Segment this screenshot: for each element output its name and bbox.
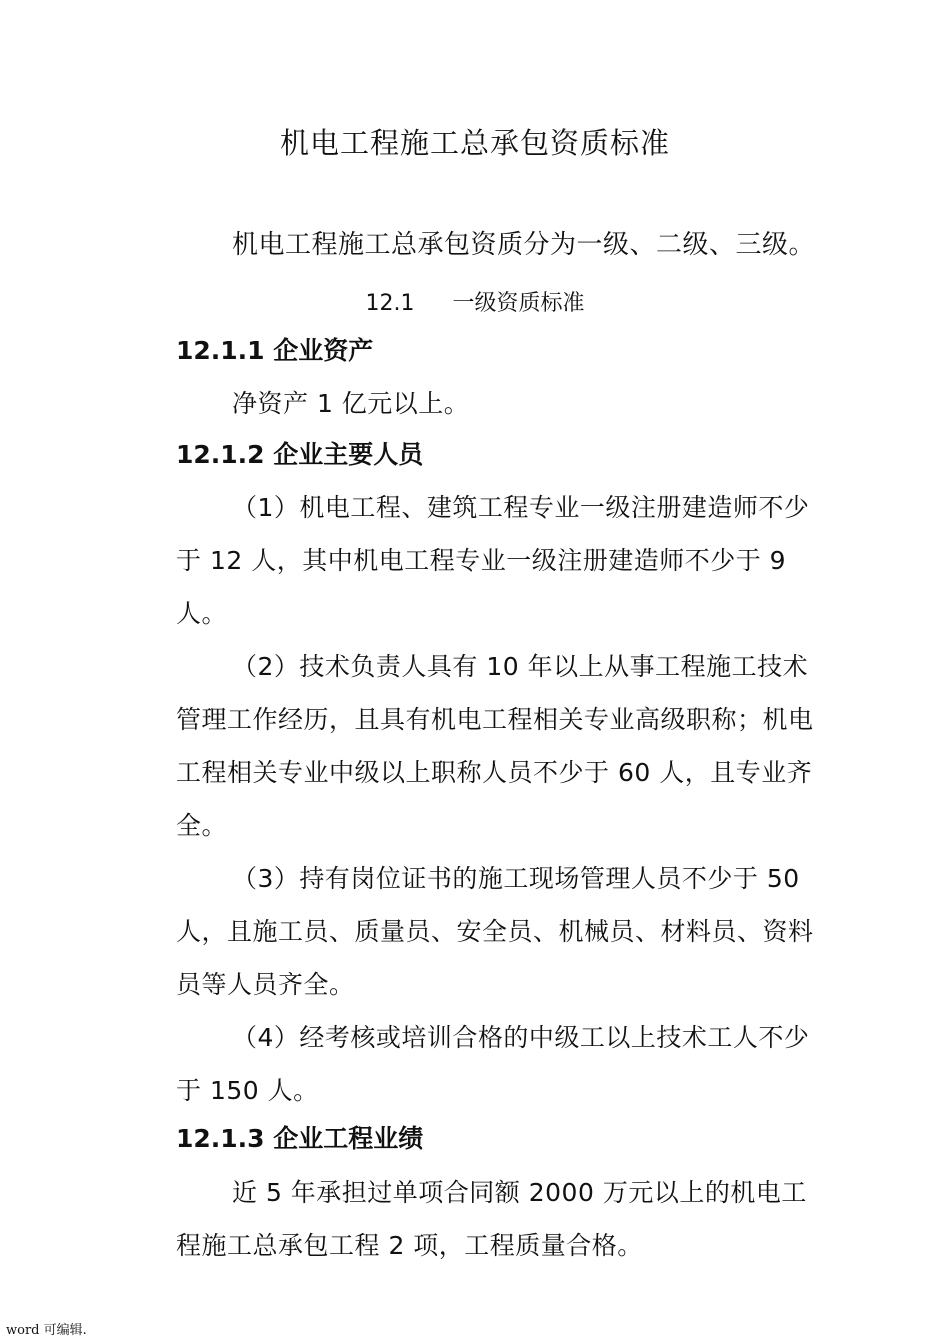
paragraph-assets: 净资产 1 亿元以上。 (232, 389, 470, 418)
subsection-heading-personnel: 12.1.2 企业主要人员 (176, 440, 424, 469)
document-title: 机电工程施工总承包资质标准 (279, 126, 670, 160)
intro-paragraph: 机电工程施工总承包资质分为一级、二级、三级。 (232, 230, 816, 260)
section-heading (0, 284, 950, 324)
footer-note: word 可编辑. (6, 1323, 87, 1338)
subsection-heading-assets: 12.1.1 企业资产 (176, 336, 374, 365)
subsection-heading-performance: 12.1.3 企业工程业绩 (176, 1124, 424, 1153)
section-title: 一级资质标准 (452, 291, 585, 316)
paragraph-personnel-4: （4）经考核或培训合格的中级工以上技术工人不少于 150 人。 (176, 1023, 810, 1105)
paragraph-performance: 近 5 年承担过单项合同额 2000 万元以上的机电工程施工总承包工程 2 项，工程质量合格。 (176, 1178, 807, 1260)
paragraph-personnel-3: （3）持有岗位证书的施工现场管理人员不少于 50 人，且施工员、质量员、安全员、机械员、材料员、资料员等人员齐全。 (176, 864, 814, 999)
paragraph-personnel-2: （2）技术负责人具有 10 年以上从事工程施工技术管理工作经历，且具有机电工程相关专业高级职称；机电工程相关专业中级以上职称人员不少于 60 人，且专业齐全。 (176, 652, 814, 840)
paragraph-personnel-1: （1）机电工程、建筑工程专业一级注册建造师不少于 12 人，其中机电工程专业一级注册建造师不少于 9 人。 (176, 493, 810, 628)
section-number: 12.1 (365, 291, 415, 316)
